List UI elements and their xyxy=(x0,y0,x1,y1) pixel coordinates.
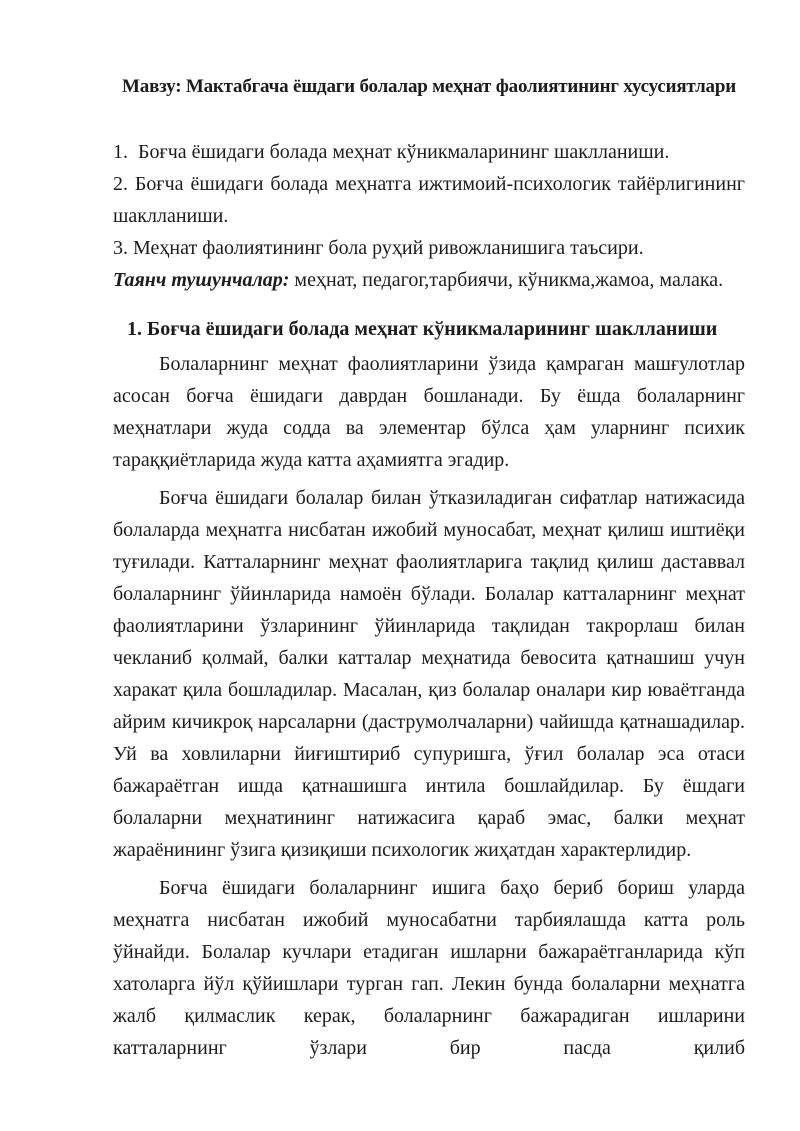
document-title: Мавзу: Мактабгача ёшдаги болалар меҳнат фаолиятининг хусусиятлари xyxy=(122,76,736,97)
plan-item-3: 3. Меҳнат фаолиятининг бола руҳий ривожланишига таъсири. xyxy=(113,237,644,259)
body-paragraph-2: Боғча ёшидаги болалар билан ўтказиладиган сифатлар натижасида болаларда меҳнатга нисбатан ижобий муносабат, меҳнат қилиш иштиёқи туғилади. Катталарнинг меҳнат фаолиятларига тақлид қилиш даставвал болаларнинг ўйинларида намоён бўлади. Болалар катталарнинг меҳнат фаолиятларини ўзларининг ўйинларида тақлидан такрорлаш билан чекланиб қолмай, балки катталар меҳнатида бевосита қатнашиш учун харакат қила бошладилар. Масалан, қиз болалар оналари кир юваётганда айрим кичикроқ нарсаларни (даструмолчаларни) чайишда қатнашадилар. Уй ва ховлиларни йиғиштириб супуришга, ўғил болалар эса отаси бажараётган ишда қатнашишга интила бошлайдилар. Бу ёшдаги болаларни меҳнатининг натижасига қараб эмас, балки меҳнат жараёнининг ўзига қизиқиши психологик жиҳатдан характерлидир. xyxy=(113,487,745,861)
plan-item-1: 1. Боғча ёшидаги болада меҳнат кўникмаларининг шаклланиши. xyxy=(113,141,670,163)
key-terms-label: Таянч тушунчалар: xyxy=(113,269,290,291)
section-heading: 1. Боғча ёшидаги болада меҳнат кўникмаларининг шаклланиши xyxy=(127,318,718,340)
key-terms-line xyxy=(113,264,745,296)
plan-item-2: 2. Боғча ёшидаги болада меҳнатга ижтимоий-психологик тайёрлигининг шаклланиши. xyxy=(113,173,745,227)
body-paragraph-1: Болаларнинг меҳнат фаолиятларини ўзида қамраган машғулотлар асосан боғча ёшидаги даврдан бошланади. Бу ёшда болаларнинг меҳнатлари жуда содда ва элементар бўлса ҳам уларнинг психик тараққиётларида жуда катта аҳамиятга эгадир. xyxy=(113,353,745,471)
key-terms-text: меҳнат, педагог,тарбиячи, кўникма,жамоа, малака. xyxy=(289,269,724,291)
document-content xyxy=(113,72,745,1064)
body-paragraph-3: Боғча ёшидаги болаларнинг ишига баҳо бериб бориш уларда меҳнатга нисбатан ижобий муносабатни тарбиялашда катта роль ўйнайди. Болалар кучлари етадиган ишларни бажараётганларида кўп хатоларга йўл қўйишлари турган гап. Лекин бунда болаларни меҳнатга жалб қилмаслик керак, болаларнинг бажарадиган ишларини катталарнинг ўзлари бир пасда қилиб xyxy=(113,877,745,1059)
